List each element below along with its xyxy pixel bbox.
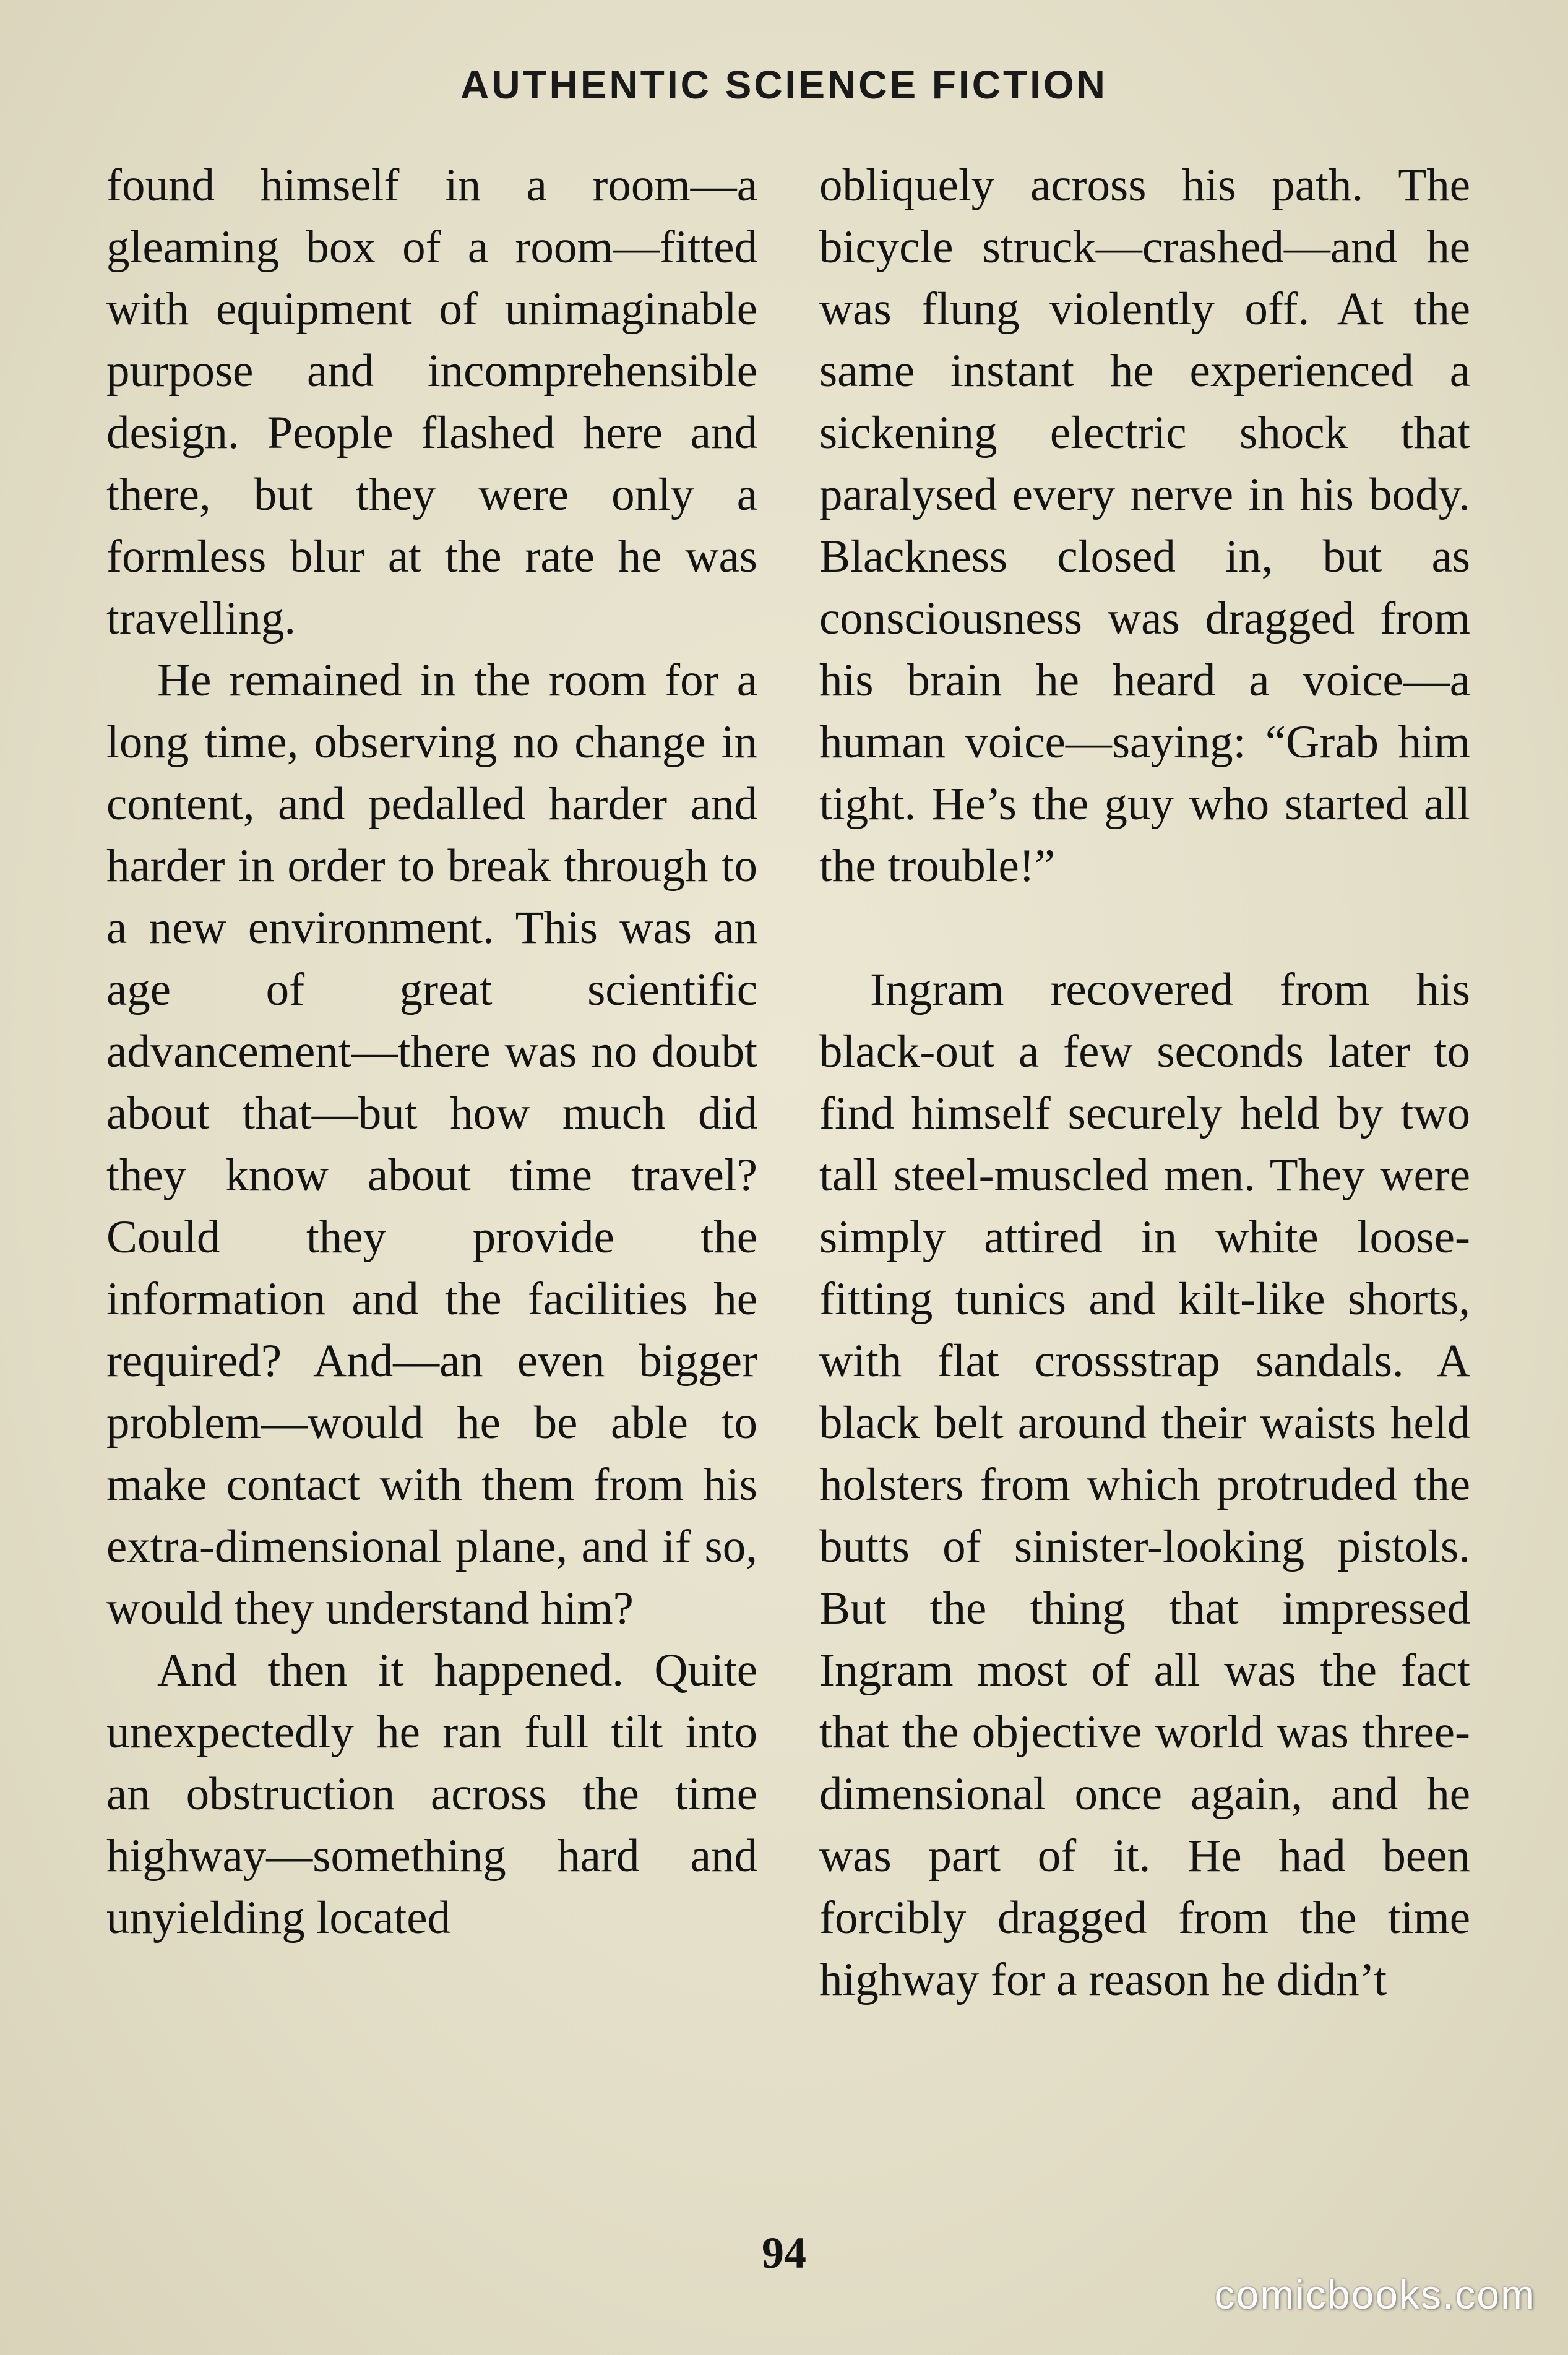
running-head: AUTHENTIC SCIENCE FICTION — [460, 62, 1108, 107]
right-column — [819, 155, 1470, 2011]
paragraph: And then it happened. Quite unexpectedly he ran full tilt into an obstruction across the time highway—something hard and unyielding located — [106, 1645, 757, 1944]
paragraph: Ingram recovered from his black-out a few seconds later to find himself securely held by two tall steel-muscled men. They were simply attired in white loose-fitting tunics and kilt-like shorts, with flat crossstrap sandals. A black belt around their waists held holsters from which protruded the butts of sinister-looking pistols. But the thing that impressed Ingram most of all was the fact that the objective world was three-dimensional once again, and he was part of it. He had been forcibly dragged from the time highway for a reason he didn’t — [819, 964, 1470, 2005]
paragraph: obliquely across his path. The bicycle struck—crashed—and he was flung violently off. At the same instant he experienced a sickening electric shock that paralysed every nerve in his body. Blackness closed in, but as consciousness was dragged from his brain he heard a voice—a human voice—saying: “Grab him tight. He’s the guy who started all the trouble!” — [819, 160, 1470, 892]
watermark: comicbooks.com — [1214, 2271, 1536, 2317]
paragraph: found himself in a room—a gleaming box of a room—fitted with equipment of unimaginable purpose and incomprehensible design. People flashed here and there, but they were only a formless blur at the rate he was travelling. — [106, 160, 757, 644]
paragraph: He remained in the room for a long time, observing no change in content, and pedalled harder and harder in order to break through to a new environment. This was an age of great scientific advancement—there was no doubt about that—but how much did they know about time travel? Could they provide the information and the facilities he required? And—an even bigger problem—would he be able to make contact with them from his extra-dimensional plane, and if so, would they understand him? — [106, 655, 757, 1634]
left-column — [106, 155, 757, 1949]
page-number: 94 — [762, 2228, 806, 2278]
